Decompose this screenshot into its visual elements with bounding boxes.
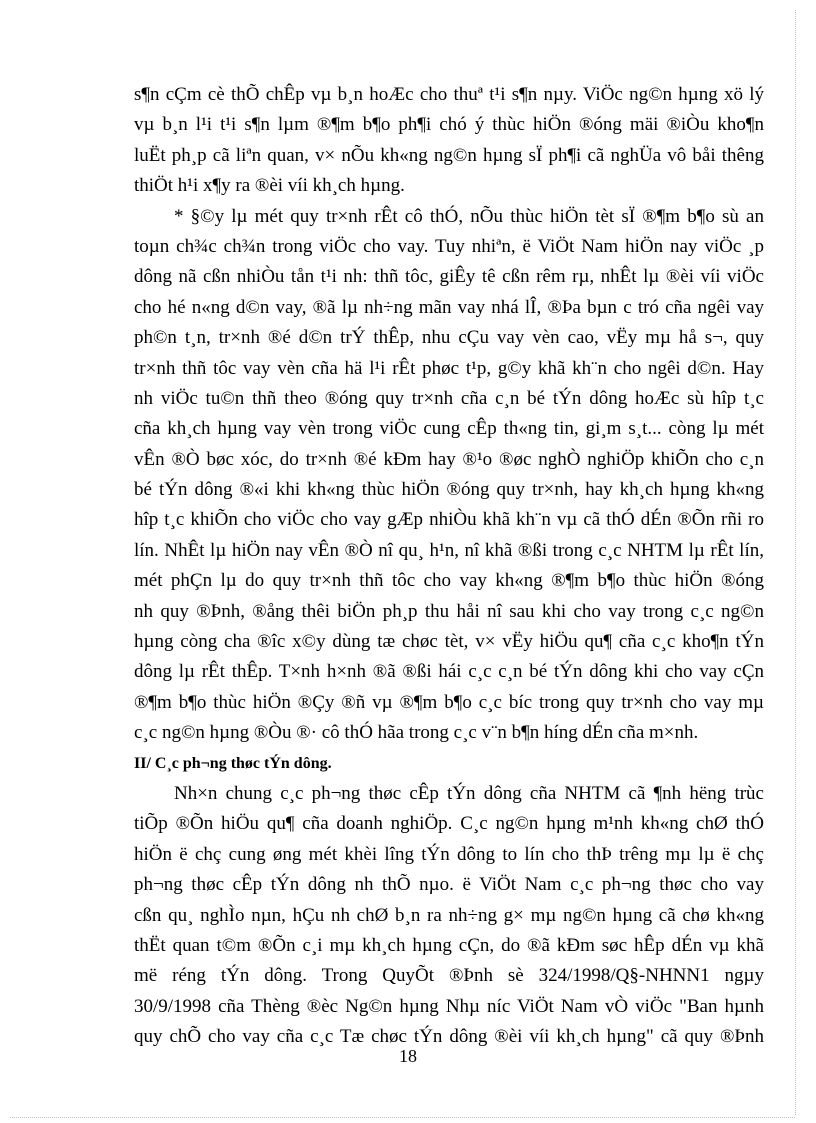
text-line: nh quy ®Þnh, ®ång thêi biÖn ph¸p thu håi nî sau khi cho vay trong c¸c ng©n xyxy=(134,600,764,622)
text-line: hiÖn ë chç cung øng mét khèi lîng tÝn dông to lín cho thÞ trêng mµ lµ ë chç xyxy=(134,843,764,865)
text-line: c¸c ng©n hµng ®Òu ®· cô thÓ hãa trong c¸c v¨n b¶n híng dÉn cña m×nh. xyxy=(134,722,699,744)
text-line: * §©y lµ mét quy tr×nh rÊt cô thÓ, nÕu thùc hiÖn tèt sÏ ®¶m b¶o sù an xyxy=(174,205,764,227)
text-line: thiÖt h¹i x¶y ra ®èi víi kh¸ch hµng. xyxy=(134,175,405,197)
text-line: mét phÇn lµ do quy tr×nh thñ tôc cho vay kh«ng ®¶m b¶o thùc hiÖn ®óng xyxy=(134,570,764,592)
text-line: ph¬ng thøc cÊp tÝn dông nh thÕ nµo. ë ViÖt Nam c¸c ph¬ng thøc cho vay xyxy=(134,874,764,896)
text-line: hµng còng cha ®îc x©y dùng tæ chøc tèt, v× vËy hiÖu qu¶ cña c¸c kho¶n tÝn xyxy=(134,631,764,653)
text-line: luËt ph¸p cã liªn quan, v× nÕu kh«ng ng©n hµng sÏ ph¶i cã nghÜa vô båi thêng xyxy=(134,144,764,166)
text-line: tr×nh thñ tôc vay vèn cña hä l¹i rÊt phøc t¹p, g©y khã kh¨n cho ngêi d©n. Hay xyxy=(134,357,764,379)
section-heading: II/ C¸c ph¬ng thøc tÝn dông. xyxy=(134,754,332,772)
text-line: toµn ch¾c ch¾n trong viÖc cho vay. Tuy nhiªn, ë ViÖt Nam hiÖn nay viÖc ¸p xyxy=(134,235,764,257)
text-line: s¶n cÇm cè thÕ chÊp vµ b¸n hoÆc cho thuª t¹i s¶n nµy. ViÖc ng©n hµng xö lý xyxy=(134,84,764,105)
text-line: vµ b¸n l¹i t¹i s¶n lµm ®¶m b¶o ph¶i chó ý thùc hiÖn ®óng mäi ®iÒu kho¶n xyxy=(134,114,764,136)
text-line: vÊn ®Ò bøc xóc, do tr×nh ®é kÐm hay ®¹o ®øc nghÒ nghiÖp khiÕn cho c¸n xyxy=(134,448,764,470)
text-line: ®¶m b¶o thùc hiÖn ®Çy ®ñ vµ ®¶m b¶o c¸c bíc trong quy tr×nh cho vay mµ xyxy=(134,691,764,713)
text-line: hîp t¸c khiÕn cho viÖc cho vay gÆp nhiÒu khã kh¨n vµ cã thÓ dÉn ®Õn rñi ro xyxy=(134,509,764,531)
text-line: bé tÝn dông ®«i khi kh«ng thùc hiÖn ®óng quy tr×nh, hay kh¸ch hµng kh«ng xyxy=(134,479,764,501)
body-text xyxy=(134,80,764,1053)
text-line: quy chÕ cho vay cña c¸c Tæ chøc tÝn dông ®èi víi kh¸ch hµng" cã quy ®Þnh xyxy=(134,1026,764,1048)
text-line: lín. NhÊt lµ hiÖn nay vÊn ®Ò nî qu¸ h¹n, nî khã ®ßi trong c¸c NHTM lµ rÊt lín, xyxy=(134,539,764,561)
text-line: nh viÖc tu©n thñ theo ®óng quy tr×nh cña c¸n bé tÝn dông hoÆc sù hîp t¸c xyxy=(134,387,764,409)
text-line: dông nã cßn nhiÒu tån t¹i nh: thñ tôc, giÊy tê cßn rêm rµ, nhÊt lµ ®èi víi viÖc xyxy=(134,266,764,288)
text-line: më réng tÝn dông. Trong QuyÕt ®Þnh sè 324/1998/Q§-NHNN1 ngµy xyxy=(134,965,764,987)
text-line: Nh×n chung c¸c ph¬ng thøc cÊp tÝn dông cña NHTM cã ¶nh hëng trùc xyxy=(174,782,764,804)
text-line: 30/9/1998 cña Thèng ®èc Ng©n hµng Nhµ níc ViÖt Nam vÒ viÖc "Ban hµnh xyxy=(134,995,764,1017)
page-number: 18 xyxy=(399,1046,417,1066)
text-line: thËt quan t©m ®Õn c¸i mµ kh¸ch hµng cÇn, do ®ã kÐm søc hÊp dÉn vµ khã xyxy=(134,934,764,956)
text-line: cho hé n«ng d©n vay, ®ã lµ nh÷ng mãn vay nhá lÎ, ®Þa bµn c tró cña ngêi vay xyxy=(134,296,764,318)
text-line: tiÕp ®Õn hiÖu qu¶ cña doanh nghiÖp. C¸c ng©n hµng m¹nh kh«ng chØ thÓ xyxy=(134,813,764,835)
page-edge-bottom xyxy=(10,1117,795,1118)
text-line: cßn qu¸ nghÌo nµn, hÇu nh chØ b¸n ra nh÷ng g× mµ ng©n hµng cã chø kh«ng xyxy=(134,904,764,926)
page-edge-right xyxy=(795,10,796,1115)
text-line: ph©n t¸n, tr×nh ®é d©n trÝ thÊp, nhu cÇu vay vèn cao, vËy mµ hå s¬, quy xyxy=(134,327,764,349)
text-line: dông lµ rÊt thÊp. T×nh h×nh ®ã ®ßi hái c¸c c¸n bé tÝn dông khi cho vay cÇn xyxy=(134,661,764,683)
text-line: cña kh¸ch hµng vay vèn trong viÖc cung cÊp th«ng tin, gi¸m s¸t... còng lµ mét xyxy=(134,418,764,440)
